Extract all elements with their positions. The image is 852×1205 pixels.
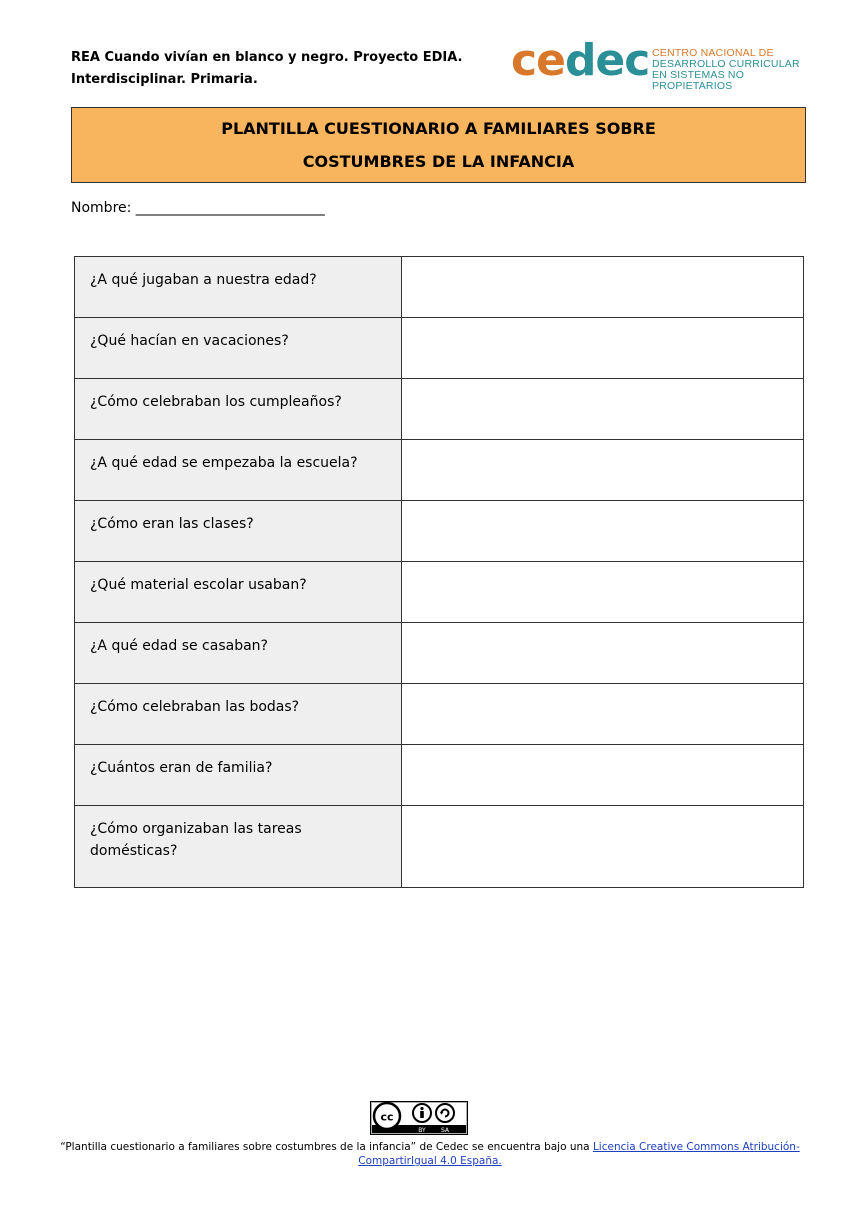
table-row	[75, 379, 804, 440]
question-cell: ¿Cómo celebraban las bodas?	[75, 684, 402, 745]
document-header	[71, 47, 491, 91]
questionnaire-table	[74, 256, 804, 888]
table-row	[75, 440, 804, 501]
answer-cell[interactable]	[402, 745, 804, 806]
answer-cell[interactable]	[402, 257, 804, 318]
footer-text: “Plantilla cuestionario a familiares sobre costumbres de la infancia” de Cedec se encuentra bajo una	[60, 1141, 590, 1153]
svg-text:SA: SA	[440, 1127, 450, 1134]
answer-cell[interactable]	[402, 501, 804, 562]
question-cell: ¿Qué hacían en vacaciones?	[75, 318, 402, 379]
name-field[interactable]	[71, 200, 325, 216]
question-cell: ¿A qué edad se empezaba la escuela?	[75, 440, 402, 501]
table-row	[75, 745, 804, 806]
answer-cell[interactable]	[402, 318, 804, 379]
question-cell: ¿Cómo organizaban las tareas domésticas?	[75, 806, 402, 888]
logo-subtitle-line-3: EN SISTEMAS NO PROPIETARIOS	[652, 69, 745, 92]
logo-subtitle-line-2: DESARROLLO CURRICULAR	[652, 58, 800, 70]
answer-cell[interactable]	[402, 684, 804, 745]
table-row	[75, 318, 804, 379]
title-box	[71, 107, 806, 183]
license-link[interactable]: Licencia Creative Commons Atribución- CompartirIgual 4.0 España.	[358, 1141, 800, 1167]
name-label: Nombre:	[71, 200, 132, 216]
question-cell: ¿Qué material escolar usaban?	[75, 562, 402, 623]
cc-by-sa-icon	[370, 1101, 468, 1135]
title-line-1: PLANTILLA CUESTIONARIO A FAMILIARES SOBRE	[221, 119, 656, 138]
table-row	[75, 257, 804, 318]
answer-cell[interactable]	[402, 379, 804, 440]
question-cell: ¿Cuántos eran de familia?	[75, 745, 402, 806]
title-line-2: COSTUMBRES DE LA INFANCIA	[302, 152, 575, 171]
table-row	[75, 562, 804, 623]
cedec-logo-word: cedec	[511, 35, 650, 86]
answer-cell[interactable]	[402, 623, 804, 684]
table-row	[75, 623, 804, 684]
header-line-1: REA Cuando vivían en blanco y negro. Proyecto EDIA.	[71, 50, 463, 65]
name-blank[interactable]: ___________________________	[135, 200, 325, 216]
logo-subtitle-line-1: CENTRO NACIONAL DE	[652, 47, 774, 59]
question-cell: ¿A qué edad se casaban?	[75, 623, 402, 684]
license-footer	[40, 1140, 820, 1168]
cedec-logo	[511, 35, 811, 92]
question-cell: ¿A qué jugaban a nuestra edad?	[75, 257, 402, 318]
question-cell: ¿Cómo eran las clases?	[75, 501, 402, 562]
table-row	[75, 501, 804, 562]
table-row	[75, 806, 804, 888]
answer-cell[interactable]	[402, 562, 804, 623]
table-row	[75, 684, 804, 745]
answer-cell[interactable]	[402, 806, 804, 888]
header-line-2: Interdisciplinar. Primaria.	[71, 72, 258, 87]
svg-text:cc: cc	[380, 1110, 394, 1124]
question-cell: ¿Cómo celebraban los cumpleaños?	[75, 379, 402, 440]
svg-text:BY: BY	[418, 1127, 426, 1134]
cedec-logo-subtitle	[652, 48, 822, 92]
answer-cell[interactable]	[402, 440, 804, 501]
